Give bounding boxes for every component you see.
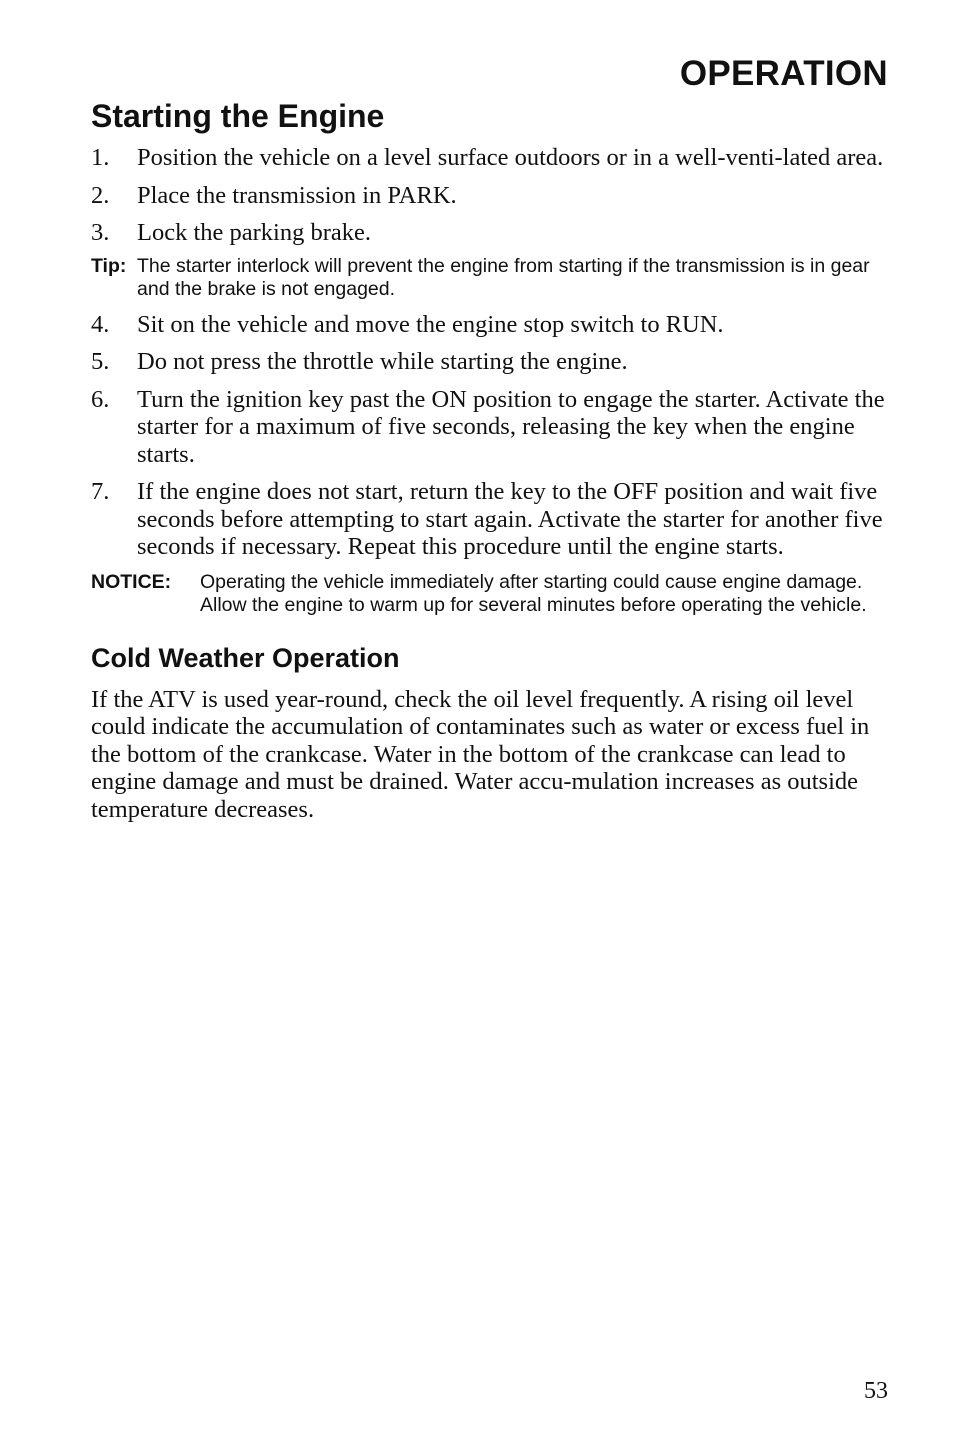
step-item (91, 144, 887, 172)
step-item (91, 478, 887, 561)
step-number: 2. (91, 181, 110, 209)
step-number: 1. (91, 144, 110, 171)
step-text: Position the vehicle on a level surface outdoors or in a well-venti-lated area. (137, 144, 884, 171)
notice-note (91, 571, 887, 617)
page-heading: Starting the Engine (91, 98, 385, 134)
step-text: If the engine does not start, return the key to the OFF position and wait five seconds before attempting to start again. Activate the starter for another five seconds if necessary. Repeat this procedure until the engine starts. (137, 478, 883, 560)
subheading-cold-weather: Cold Weather Operation (91, 642, 400, 673)
step-item (91, 348, 887, 376)
step-item (91, 386, 887, 469)
step-text: Lock the parking brake. (137, 219, 372, 246)
step-number: 4. (91, 310, 110, 338)
step-text: Sit on the vehicle and move the engine stop switch to RUN. (137, 310, 724, 338)
tip-note (91, 255, 887, 301)
section-title: OPERATION (679, 54, 888, 93)
step-number: 5. (91, 348, 110, 375)
step-text: Turn the ignition key past the ON position to engage the starter. Activate the starter for a maximum of five seconds, releasing the key when the engine starts. (137, 385, 885, 468)
step-number: 6. (91, 385, 110, 413)
step-item (91, 219, 887, 247)
step-text: Do not press the throttle while starting the engine. (137, 348, 628, 375)
cold-weather-paragraph: If the ATV is used year-round, check the oil level frequently. A rising oil level could indicate the accumulation of contaminates such as water or excess fuel in the bottom of the crankcase. Water in the bottom of the crankcase can lead to engine damage and must be drained. Water accu-mulation increases as outside temperature decreases. (91, 685, 870, 823)
step-text: Place the transmission in PARK. (137, 181, 457, 209)
step-item (91, 182, 887, 210)
page-number: 53 (864, 1378, 888, 1404)
step-number: 3. (91, 219, 110, 246)
tip-text: The starter interlock will prevent the engine from starting if the transmission is in gear and the brake is not engaged. (137, 254, 870, 300)
step-number: 7. (91, 478, 110, 505)
notice-text: Operating the vehicle immediately after starting could cause engine damage. Allow the engine to warm up for several minutes before operating the vehicle. (200, 570, 867, 616)
page-content (91, 144, 887, 823)
notice-label: NOTICE: (91, 570, 172, 593)
tip-label: Tip: (91, 254, 127, 277)
step-item (91, 311, 887, 339)
